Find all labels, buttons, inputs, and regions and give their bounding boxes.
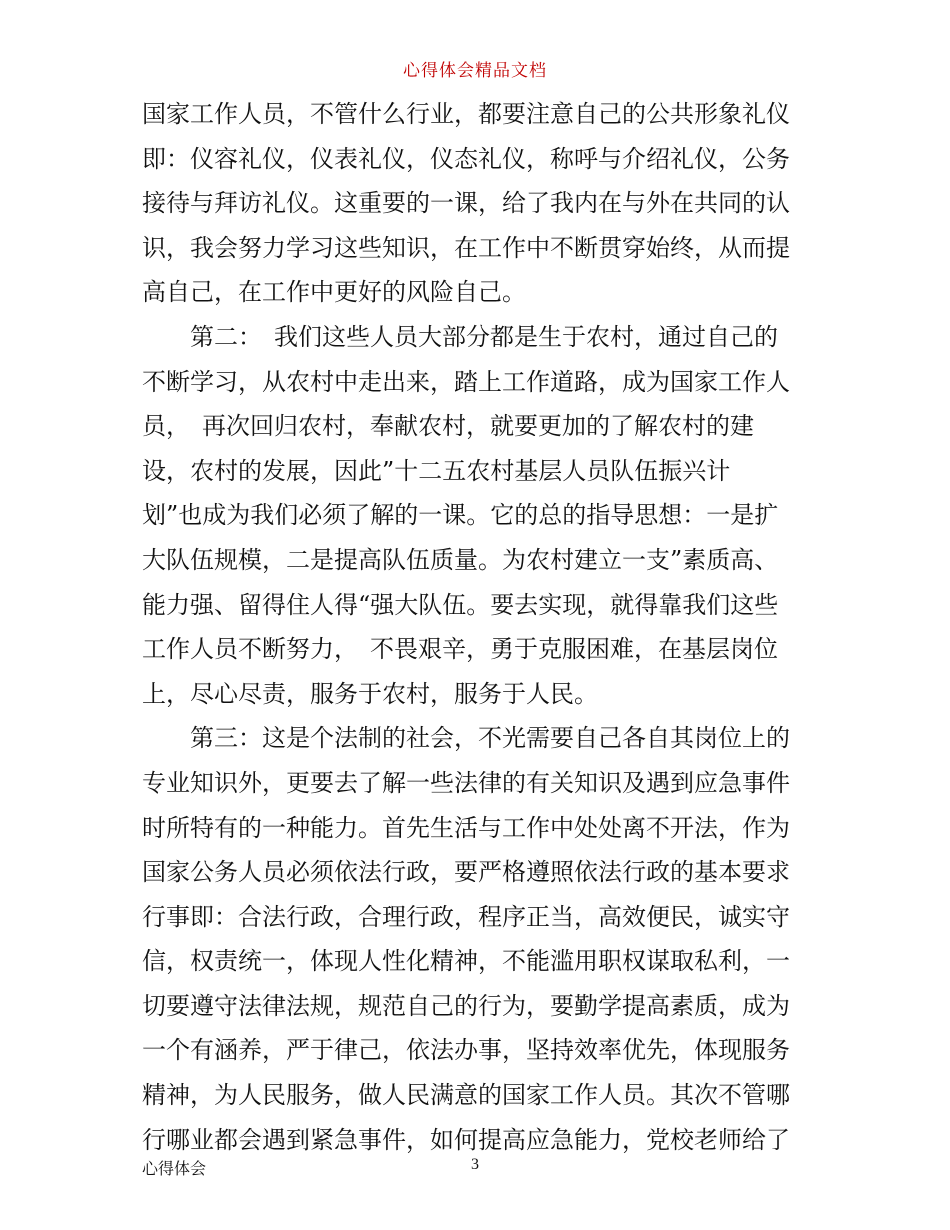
body-line: 划”也成为我们必须了解的一课。它的总的指导思想：一是扩 (142, 501, 779, 530)
body-line: 第二： 我们这些人员大部分都是生于农村，通过自己的 (142, 322, 778, 351)
document-body (142, 92, 810, 1162)
body-line: 切要遵守法律法规，规范自己的行为，要勤学提高素质，成为 (142, 991, 790, 1020)
body-line: 上，尽心尽责，服务于农村，服务于人民。 (142, 679, 598, 708)
page-number: 3 (471, 1156, 479, 1173)
body-line: 不断学习，从农村中走出来，踏上工作道路，成为国家工作人 (142, 367, 790, 396)
body-line: 精神，为人民服务，做人民满意的国家工作人员。其次不管哪 (142, 1081, 790, 1110)
body-line: 国家公务人员必须依法行政，要严格遵照依法行政的基本要求 (142, 858, 790, 887)
body-line: 时所特有的一种能力。首先生活与工作中处处离不开法，作为 (142, 813, 790, 842)
body-line: 设，农村的发展，因此”十二五农村基层人员队伍振兴计 (142, 456, 731, 485)
body-line: 员， 再次回归农村，奉献农村，就要更加的了解农村的建 (142, 412, 754, 441)
body-line: 第三：这是个法制的社会，不光需要自己各自其岗位上的 (142, 724, 790, 753)
body-line: 能力强、留得住人得“强大队伍。要去实现，就得靠我们这些 (142, 590, 779, 619)
body-line: 一个有涵养，严于律己，依法办事，坚持效率优先，体现服务 (142, 1036, 790, 1065)
body-line: 行事即：合法行政，合理行政，程序正当，高效便民，诚实守 (142, 902, 790, 931)
body-line: 行哪业都会遇到紧急事件，如何提高应急能力，党校老师给了 (142, 1125, 790, 1154)
body-line: 识，我会努力学习这些知识，在工作中不断贯穿始终，从而提 (142, 233, 790, 262)
body-line: 大队伍规模，二是提高队伍质量。为农村建立一支”素质高、 (142, 545, 779, 574)
body-line: 工作人员不断努力， 不畏艰辛，勇于克服困难，在基层岗位 (142, 635, 778, 664)
page-header-title: 心得体会精品文档 (403, 61, 547, 81)
body-line: 专业知识外，更要去了解一些法律的有关知识及遇到应急事件 (142, 768, 790, 797)
footer-label: 心得体会 (142, 1159, 207, 1178)
body-line: 即：仪容礼仪，仪表礼仪，仪态礼仪，称呼与介绍礼仪，公务 (142, 144, 790, 173)
body-line: 信，权责统一，体现人性化精神，不能滥用职权谋取私利，一 (142, 947, 790, 976)
body-line: 接待与拜访礼仪。这重要的一课，给了我内在与外在共同的认 (142, 189, 790, 218)
body-line: 高自己，在工作中更好的风险自己。 (142, 278, 526, 307)
body-line: 国家工作人员，不管什么行业，都要注意自己的公共形象礼仪 (142, 100, 790, 128)
